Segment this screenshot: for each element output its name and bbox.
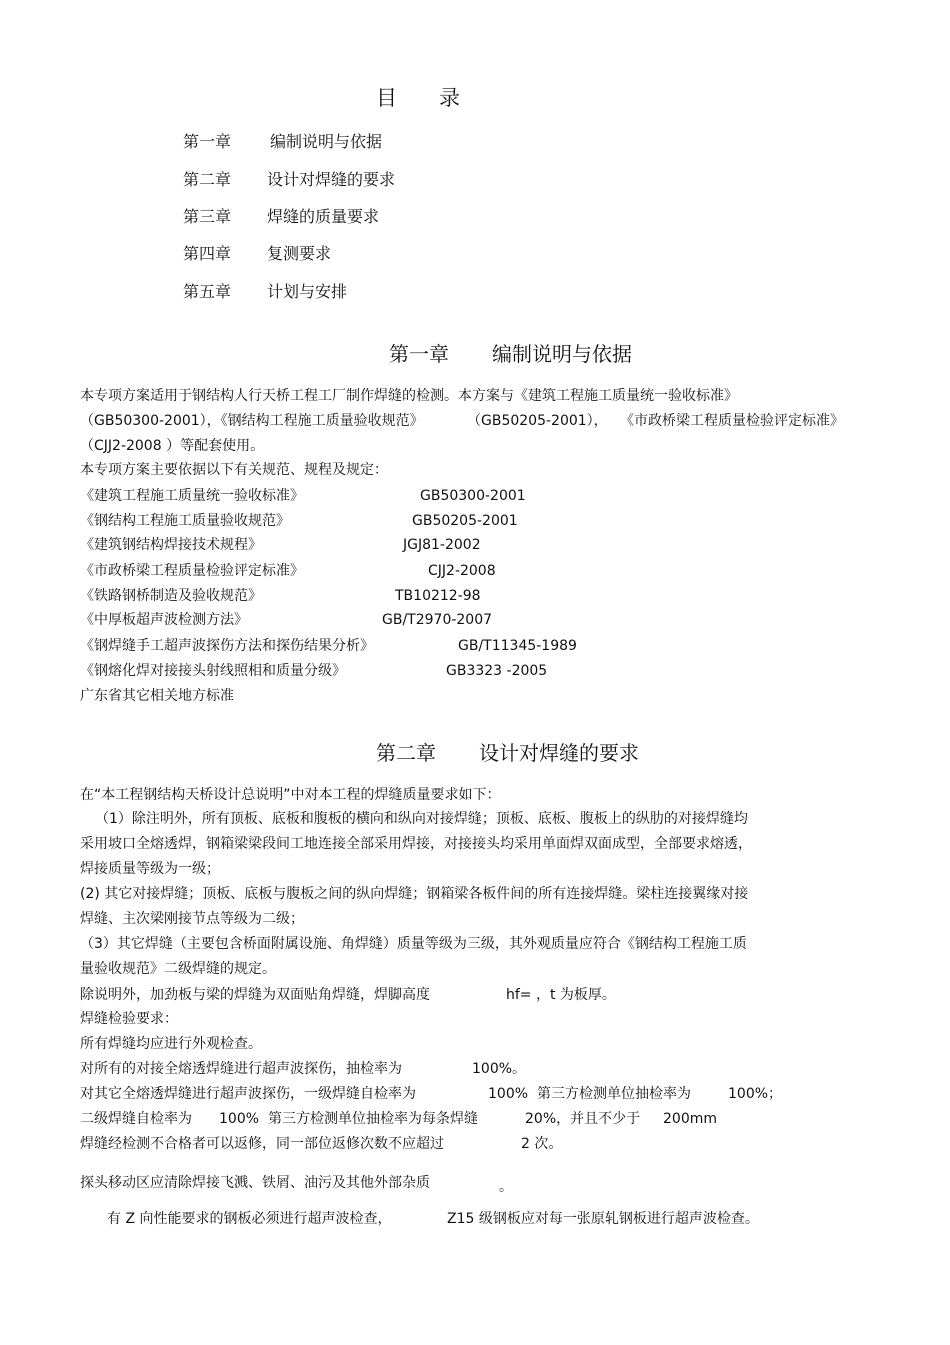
- ut-other-third-rate: 100%；: [728, 1086, 783, 1102]
- chapter1-intro-line: （CJJ2-2008 ）等配套使用。: [80, 438, 265, 454]
- repair-text: 焊缝经检测不合格者可以返修，同一部位返修次数不应超过: [80, 1136, 444, 1152]
- standard-code: GB/T11345-1989: [458, 638, 577, 654]
- standard-code: JGJ81-2002: [403, 537, 481, 553]
- chapter2-line: (2) 其它对接焊缝；顶板、底板与腹板之间的纵向焊缝；钢箱梁各板件间的所有连接焊缝。梁柱连接翼缘对接: [80, 886, 749, 902]
- chapter1-intro-line: 《市政桥梁工程质量检验评定标准》: [620, 413, 844, 429]
- chapter2-line: 量验收规范》二级焊缝的规定。: [80, 961, 276, 977]
- grade2-text: 二级焊缝自检率为: [80, 1111, 192, 1127]
- standard-name: 《钢焊缝手工超声波探伤方法和探伤结果分析》: [80, 638, 374, 654]
- z-direction-text: 有 Z 向性能要求的钢板必须进行超声波检查，: [107, 1211, 392, 1227]
- probe-area-text: 探头移动区应清除焊接飞溅、铁屑、油污及其他外部杂质: [80, 1175, 430, 1191]
- standard-code: CJJ2-2008: [428, 563, 496, 579]
- standard-other: 广东省其它相关地方标准: [80, 688, 234, 704]
- inspection-heading: 焊缝检验要求：: [80, 1011, 178, 1027]
- toc-item-5-title: 计划与安排: [267, 282, 348, 301]
- standard-code: TB10212-98: [395, 588, 481, 604]
- chapter2-line: 焊接质量等级为一级；: [80, 861, 220, 877]
- chapter1-title: 编制说明与依据: [492, 342, 632, 366]
- chapter2-line: （1）除注明外，所有顶板、底板和腹板的横向和纵向对接焊缝；顶板、底板、腹板上的纵肋的对接焊缝均: [95, 811, 748, 827]
- standard-name: 《建筑钢结构焊接技术规程》: [80, 537, 262, 553]
- repair-count: 2 次。: [521, 1136, 563, 1152]
- toc-item-1-num: 第一章: [183, 132, 232, 151]
- z15-plate-text: Z15 级钢板应对每一张原轧钢板进行超声波检查。: [447, 1211, 759, 1227]
- grade2-min-length: 200mm: [663, 1111, 717, 1127]
- ut-full-text: 对所有的对接全熔透焊缝进行超声波探伤，抽检率为: [80, 1061, 402, 1077]
- ut-full-rate: 100%。: [472, 1061, 527, 1077]
- probe-area-end: 。: [499, 1179, 513, 1195]
- standard-code: GB50300-2001: [420, 488, 526, 504]
- ut-other-rate: 100%: [488, 1086, 529, 1102]
- standard-name: 《中厚板超声波检测方法》: [80, 612, 248, 628]
- chapter2-title: 设计对焊缝的要求: [479, 741, 639, 765]
- chapter1-intro-line: （GB50205-2001），: [467, 413, 608, 429]
- chapter2-number: 第二章: [376, 741, 436, 765]
- toc-item-3-title: 焊缝的质量要求: [267, 207, 380, 226]
- standard-name: 《钢熔化焊对接接头射线照相和质量分级》: [80, 663, 346, 679]
- fillet-weld-formula: hf= ，t 为板厚。: [506, 987, 616, 1003]
- chapter1-number: 第一章: [389, 342, 449, 366]
- grade2-rate: 100%: [219, 1111, 260, 1127]
- toc-item-1-title: 编制说明与依据: [270, 132, 383, 151]
- ut-other-third-party: 第三方检测单位抽检率为: [537, 1086, 691, 1102]
- toc-item-5-num: 第五章: [183, 282, 232, 301]
- standard-name: 《钢结构工程施工质量验收规范》: [80, 513, 290, 529]
- ut-other-text: 对其它全熔透焊缝进行超声波探伤，一级焊缝自检率为: [80, 1086, 416, 1102]
- fillet-weld-text: 除说明外，加劲板与梁的焊缝为双面贴角焊缝，焊脚高度: [80, 987, 430, 1003]
- toc-item-2-title: 设计对焊缝的要求: [267, 170, 396, 189]
- standard-code: GB3323 -2005: [446, 663, 548, 679]
- chapter2-line: 在“本工程钢结构天桥设计总说明”中对本工程的焊缝质量要求如下：: [80, 787, 501, 803]
- standard-name: 《铁路钢桥制造及验收规范》: [80, 588, 262, 604]
- toc-item-4-title: 复测要求: [267, 244, 332, 263]
- chapter2-line: 焊缝、主次梁刚接节点等级为二级；: [80, 911, 304, 927]
- standard-name: 《市政桥梁工程质量检验评定标准》: [80, 563, 304, 579]
- inspection-visual: 所有焊缝均应进行外观检查。: [80, 1036, 262, 1052]
- chapter1-intro-line: 本专项方案主要依据以下有关规范、规程及规定：: [80, 462, 388, 478]
- toc-item-3-num: 第三章: [183, 207, 232, 226]
- standard-code: GB50205-2001: [412, 513, 518, 529]
- chapter1-intro-line: （GB50300-2001），《钢结构工程施工质量验收规范》: [80, 413, 424, 429]
- standard-code: GB/T2970-2007: [382, 612, 493, 628]
- toc-item-4-num: 第四章: [183, 244, 232, 263]
- chapter1-intro-line: 本专项方案适用于钢结构人行天桥工程工厂制作焊缝的检测。本方案与《建筑工程施工质量统一验收标准》: [80, 388, 738, 404]
- toc-title: 目 录: [376, 86, 460, 110]
- grade2-third-party: 第三方检测单位抽检率为每条焊缝: [268, 1111, 478, 1127]
- toc-item-2-num: 第二章: [183, 170, 232, 189]
- grade2-third-rate: 20%，并且不少于: [525, 1111, 641, 1127]
- standard-name: 《建筑工程施工质量统一验收标准》: [80, 488, 304, 504]
- chapter2-line: （3）其它焊缝（主要包含桥面附属设施、角焊缝）质量等级为三级，其外观质量应符合《钢结构工程施工质: [80, 936, 747, 952]
- chapter2-line: 采用坡口全熔透焊，钢箱梁梁段间工地连接全部采用焊接，对接接头均采用单面焊双面成型，全部要求熔透，: [80, 836, 752, 852]
